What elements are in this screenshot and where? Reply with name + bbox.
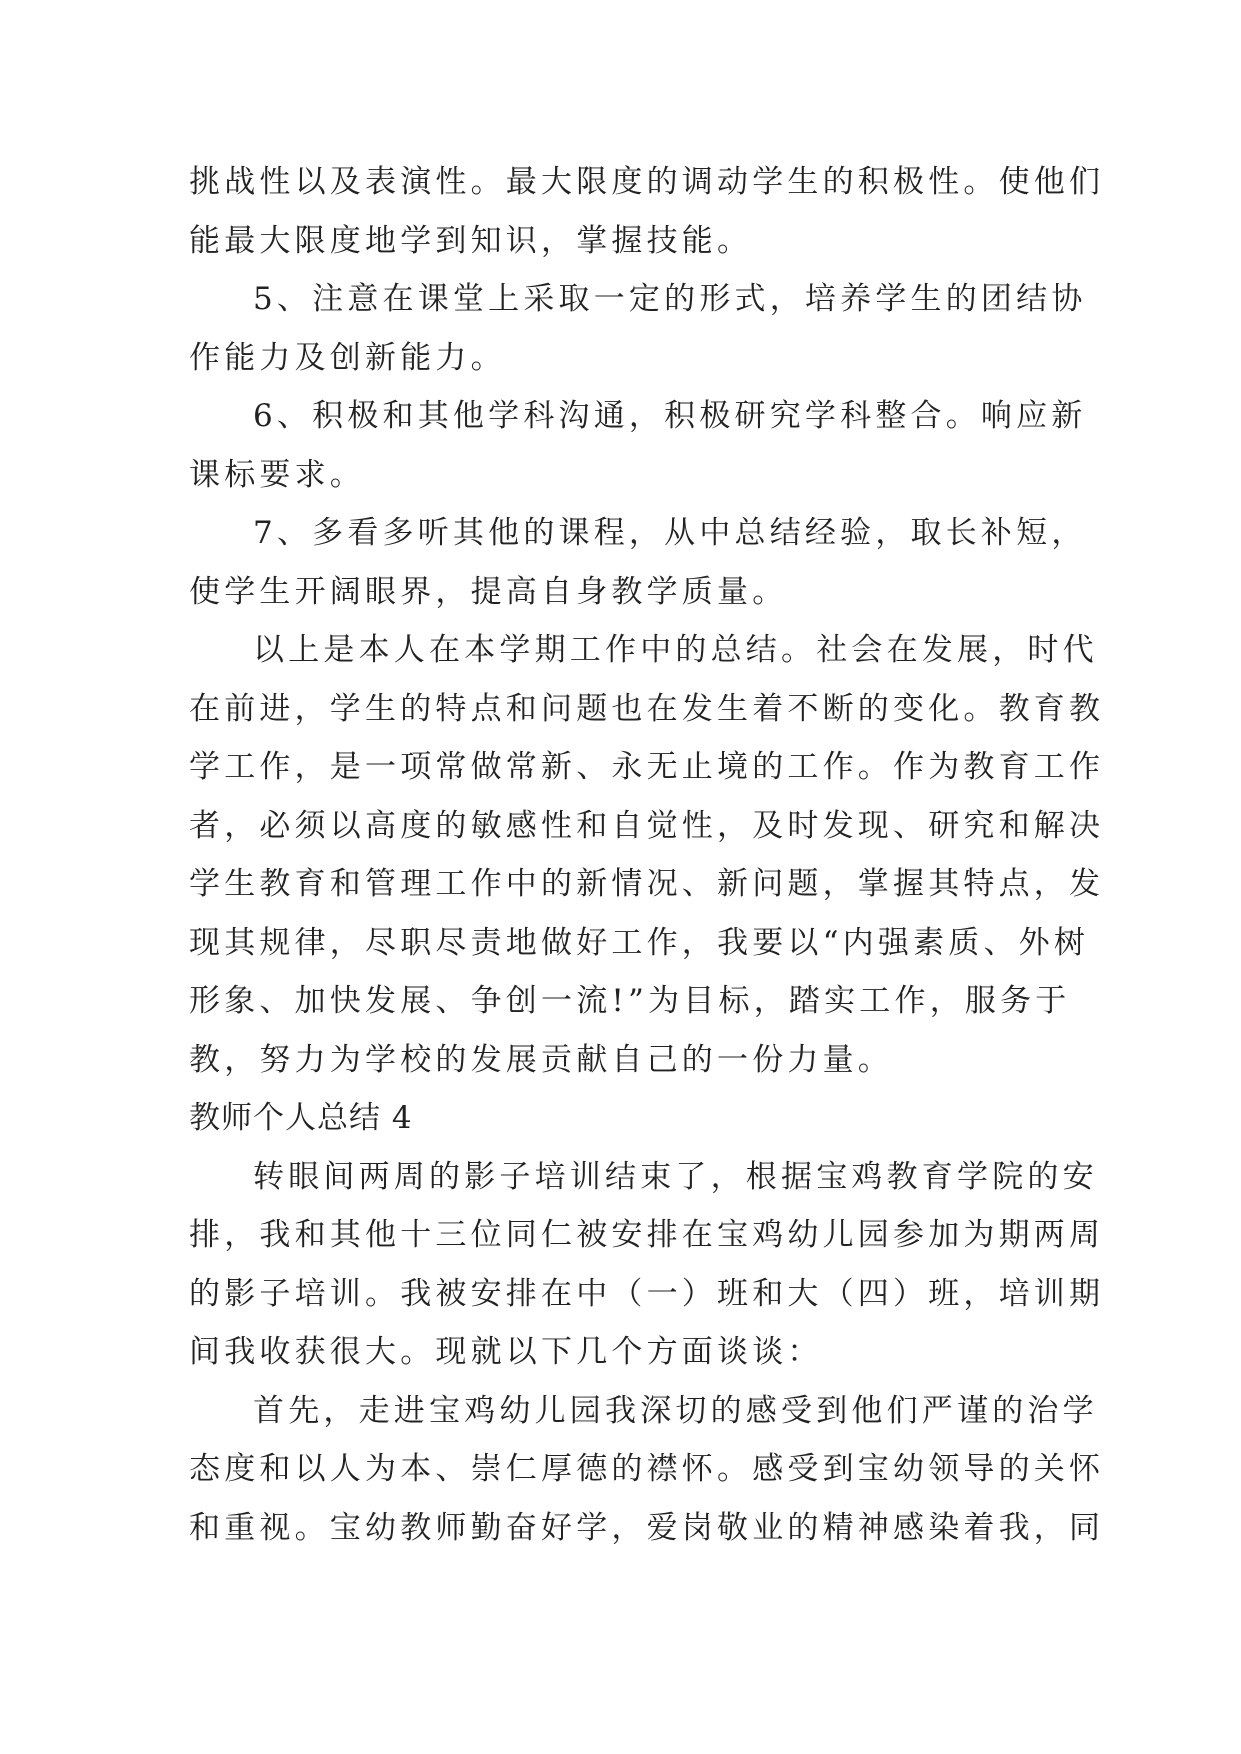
text-line: 态度和以人为本、崇仁厚德的襟怀。感受到宝幼领导的关怀 (189, 1451, 1105, 1487)
text-line: 排，我和其他十三位同仁被安排在宝鸡幼儿园参加为期两周 (189, 1217, 1105, 1253)
list-item-5: 5、注意在课堂上采取一定的形式，培养学生的团结协 (253, 281, 1087, 317)
text-line: 和重视。宝幼教师勤奋好学，爱岗敬业的精神感染着我，同 (189, 1509, 1105, 1546)
section-heading: 教师个人总结 4 (189, 1100, 413, 1136)
text-line: 形象、加快发展、争创一流!”为目标，踏实工作，服务于 (189, 983, 1071, 1019)
list-item-6: 6、积极和其他学科沟通，积极研究学科整合。响应新 (253, 398, 1087, 434)
text-line: 的影子培训。我被安排在中（一）班和大（四）班，培训期 (189, 1275, 1105, 1312)
paragraph-start: 转眼间两周的影子培训结束了，根据宝鸡教育学院的安 (253, 1158, 1098, 1195)
paragraph-start: 以上是本人在本学期工作中的总结。社会在发展，时代 (253, 632, 1098, 668)
text-line: 教，努力为学校的发展贡献自己的一份力量。 (189, 1041, 893, 1078)
list-item-7: 7、多看多听其他的课程，从中总结经验，取长补短， (253, 515, 1087, 551)
text-line: 者，必须以高度的敏感性和自觉性，及时发现、研究和解决 (189, 807, 1105, 844)
text-line: 能最大限度地学到知识，掌握技能。 (189, 222, 753, 259)
document-body (189, 153, 1105, 1557)
text-line: 作能力及创新能力。 (189, 339, 506, 376)
text-line: 在前进，学生的特点和问题也在发生着不断的变化。教育教 (189, 690, 1105, 727)
paragraph-start: 首先，走进宝鸡幼儿园我深切的感受到他们严谨的治学 (253, 1392, 1098, 1429)
text-line: 使学生开阔眼界，提高自身教学质量。 (189, 573, 788, 610)
text-line: 现其规律，尽职尽责地做好工作，我要以“内强素质、外树 (189, 924, 1090, 961)
text-line: 间我收获很大。现就以下几个方面谈谈： (189, 1334, 823, 1370)
text-line: 学生教育和管理工作中的新情况、新问题，掌握其特点，发 (189, 866, 1105, 902)
text-line: 课标要求。 (189, 456, 365, 493)
text-line: 挑战性以及表演性。最大限度的调动学生的积极性。使他们 (189, 164, 1105, 200)
text-line: 学工作，是一项常做常新、永无止境的工作。作为教育工作 (189, 749, 1105, 785)
